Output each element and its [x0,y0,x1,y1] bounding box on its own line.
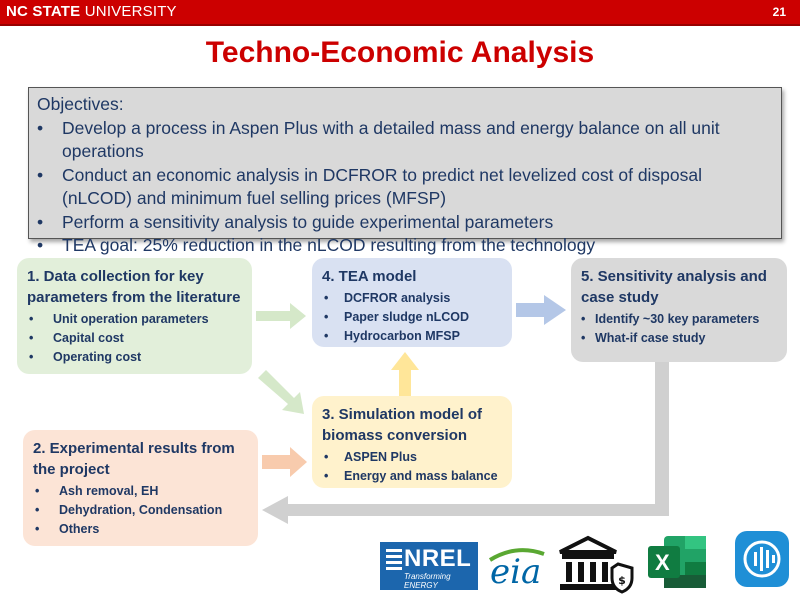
list-item-text: DCFROR analysis [344,291,451,305]
brand-light: UNIVERSITY [84,3,177,20]
excel-icon [646,534,708,590]
nrel-wordmark: NREL [404,545,472,572]
bullet-icon: • [37,164,44,185]
box-list [581,310,777,348]
list-item [581,310,777,329]
nrel-logo [380,542,478,590]
bullet-icon: • [29,350,34,364]
list-item-text: Identify ~30 key parameters [595,312,760,326]
box-heading: 4. TEA model [322,268,417,285]
list-item-text: Operating cost [53,350,142,364]
list-item-text: Ash removal, EH [59,484,159,498]
list-item-text: Others [59,522,100,536]
box-heading: 3. Simulation model of biomass conversion [322,406,483,444]
list-item [322,448,502,467]
box-list [27,310,242,367]
list-item-text: Unit operation parameters [53,312,209,326]
box-list [322,289,502,346]
list-item [33,520,248,539]
arrow-simulation-to-tea [391,352,419,396]
svg-text:$: $ [618,574,626,587]
list-item [33,482,248,501]
list-item [322,308,502,327]
list-item-text: What-if case study [595,331,706,345]
box-heading: 5. Sensitivity analysis and case study [581,268,767,306]
sensitivity-analysis-box [571,258,787,362]
bullet-icon: • [324,291,329,305]
bullet-icon: • [35,484,40,498]
bullet-icon: • [324,450,329,464]
simulation-model-box [312,396,512,488]
nrel-tagline: Transforming ENERGY [404,572,451,590]
box-list [33,482,248,539]
list-item [581,329,777,348]
eia-wordmark: eia [490,552,542,592]
bullet-icon: • [37,211,44,232]
list-item [27,310,242,329]
objectives-heading: Objectives: [37,94,124,114]
brand-bold: NC STATE [6,3,81,20]
objective-text: Conduct an economic analysis in DCFROR to predict net levelized cost of disposal (nLCOD) and minimum fuel selling prices (MFSP) [62,164,703,208]
excel-letter: X [655,550,670,575]
bullet-icon: • [581,312,586,326]
bullet-icon: • [29,331,34,345]
list-item [322,467,502,486]
list-item-text: ASPEN Plus [344,450,417,464]
signal-app-icon [734,530,790,588]
list-item [27,348,242,367]
data-collection-box [17,258,252,374]
experimental-results-box [23,430,258,546]
bullet-icon: • [35,522,40,536]
nrel-mark-icon [384,547,404,567]
list-item [322,289,502,308]
objective-text: Perform a sensitivity analysis to guide experimental parameters [62,211,554,232]
bank-shield-icon [556,534,636,596]
objective-text: Develop a process in Aspen Plus with a detailed mass and energy balance on all unit operations [62,117,720,161]
bullet-icon: • [324,329,329,343]
arrow-data-to-tea [256,303,306,329]
bullet-icon: • [581,331,586,345]
arrow-data-to-simulation [258,370,304,414]
bullet-icon: • [37,117,44,138]
list-item [33,501,248,520]
list-item-text: Dehydration, Condensation [59,503,223,517]
slide-title: Techno-Economic Analysis [205,36,595,69]
box-list [322,448,502,486]
bullet-icon: • [29,312,34,326]
page-number: 21 [772,5,786,19]
bullet-icon: • [324,310,329,324]
box-heading: 2. Experimental results from the project [33,440,235,478]
objective-text: TEA goal: 25% reduction in the nLCOD resulting from the technology [62,235,596,255]
list-item-text: Capital cost [53,331,124,345]
arrow-tea-to-sensitivity [516,295,566,325]
bullet-icon: • [35,503,40,517]
bullet-icon: • [37,235,44,255]
list-item-text: Energy and mass balance [344,469,498,483]
list-item [322,327,502,346]
bullet-icon: • [324,469,329,483]
list-item [27,329,242,348]
list-item-text: Hydrocarbon MFSP [344,329,460,343]
arrow-experiment-to-simulation [262,447,307,477]
box-heading: 1. Data collection for key parameters from the literature [27,268,241,306]
tea-model-box [312,258,512,347]
eia-logo [486,546,548,590]
list-item-text: Paper sludge nLCOD [344,310,470,324]
